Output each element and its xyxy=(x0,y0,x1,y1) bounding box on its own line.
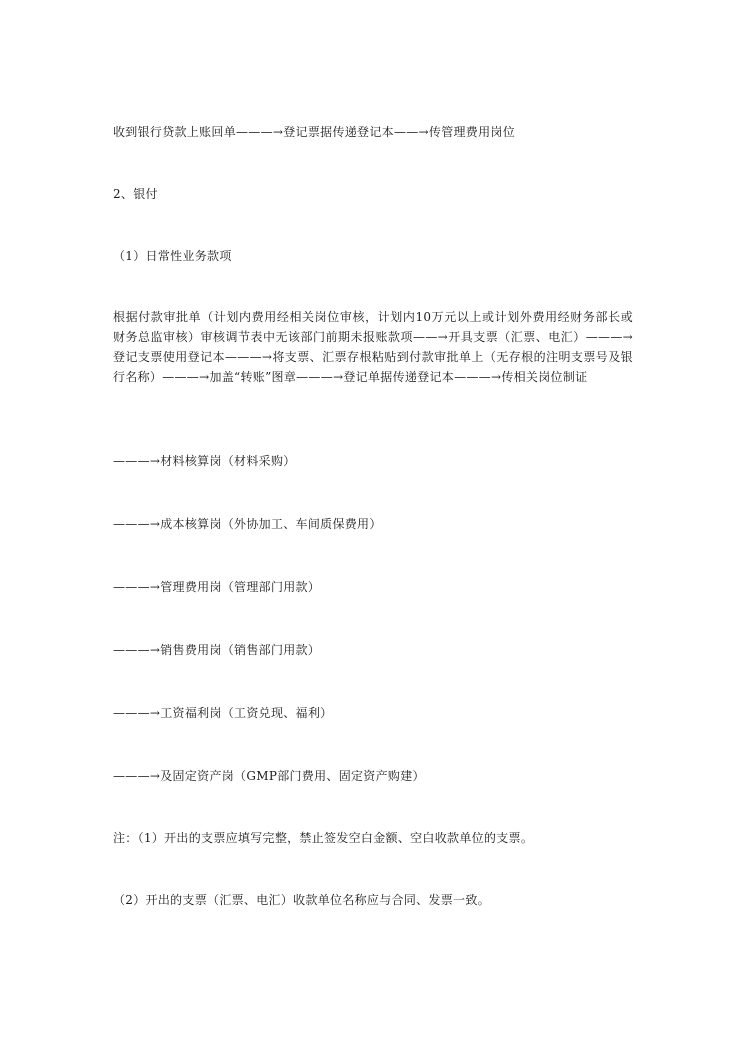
note-2: （2）开出的支票（汇票、电汇）收款单位名称应与合同、发票一致。 xyxy=(113,893,490,907)
branch-payroll-welfare: ———→工资福利岗（工资兑现、福利） xyxy=(113,706,333,720)
payment-procedure-paragraph: 根据付款审批单（计划内费用经相关岗位审核，计划内10万元以上或计划外费用经财务部长或财务总监审核）审核调节表中无该部门前期未报账款项——→开具支票（汇票、电汇）———→登记支票使用登记本———→将支票、汇票存根粘贴到付款审批单上（无存根的注明支票号及银行名称）———→加盖“转账”图章———→登记单据传递登记本———→传相关岗位制证 xyxy=(113,310,633,384)
branch-cost-accounting: ———→成本核算岗（外协加工、车间质保费用） xyxy=(113,517,382,531)
section-title: 2、银付 xyxy=(113,187,158,201)
branch-sales-expense: ———→销售费用岗（销售部门用款） xyxy=(113,643,321,657)
receipt-flow-line: 收到银行贷款上账回单———→登记票据传递登记本——→传管理费用岗位 xyxy=(113,125,516,139)
note-1: 注：（1）开出的支票应填写完整，禁止签发空白金额、空白收款单位的支票。 xyxy=(113,831,534,845)
branch-management-expense: ———→管理费用岗（管理部门用款） xyxy=(113,580,321,594)
branch-material-accounting: ———→材料核算岗（材料采购） xyxy=(113,454,296,468)
subsection-title: （1）日常性业务款项 xyxy=(113,249,232,263)
branch-fixed-assets: ———→及固定资产岗（GMP部门费用、固定资产购建） xyxy=(113,769,425,783)
